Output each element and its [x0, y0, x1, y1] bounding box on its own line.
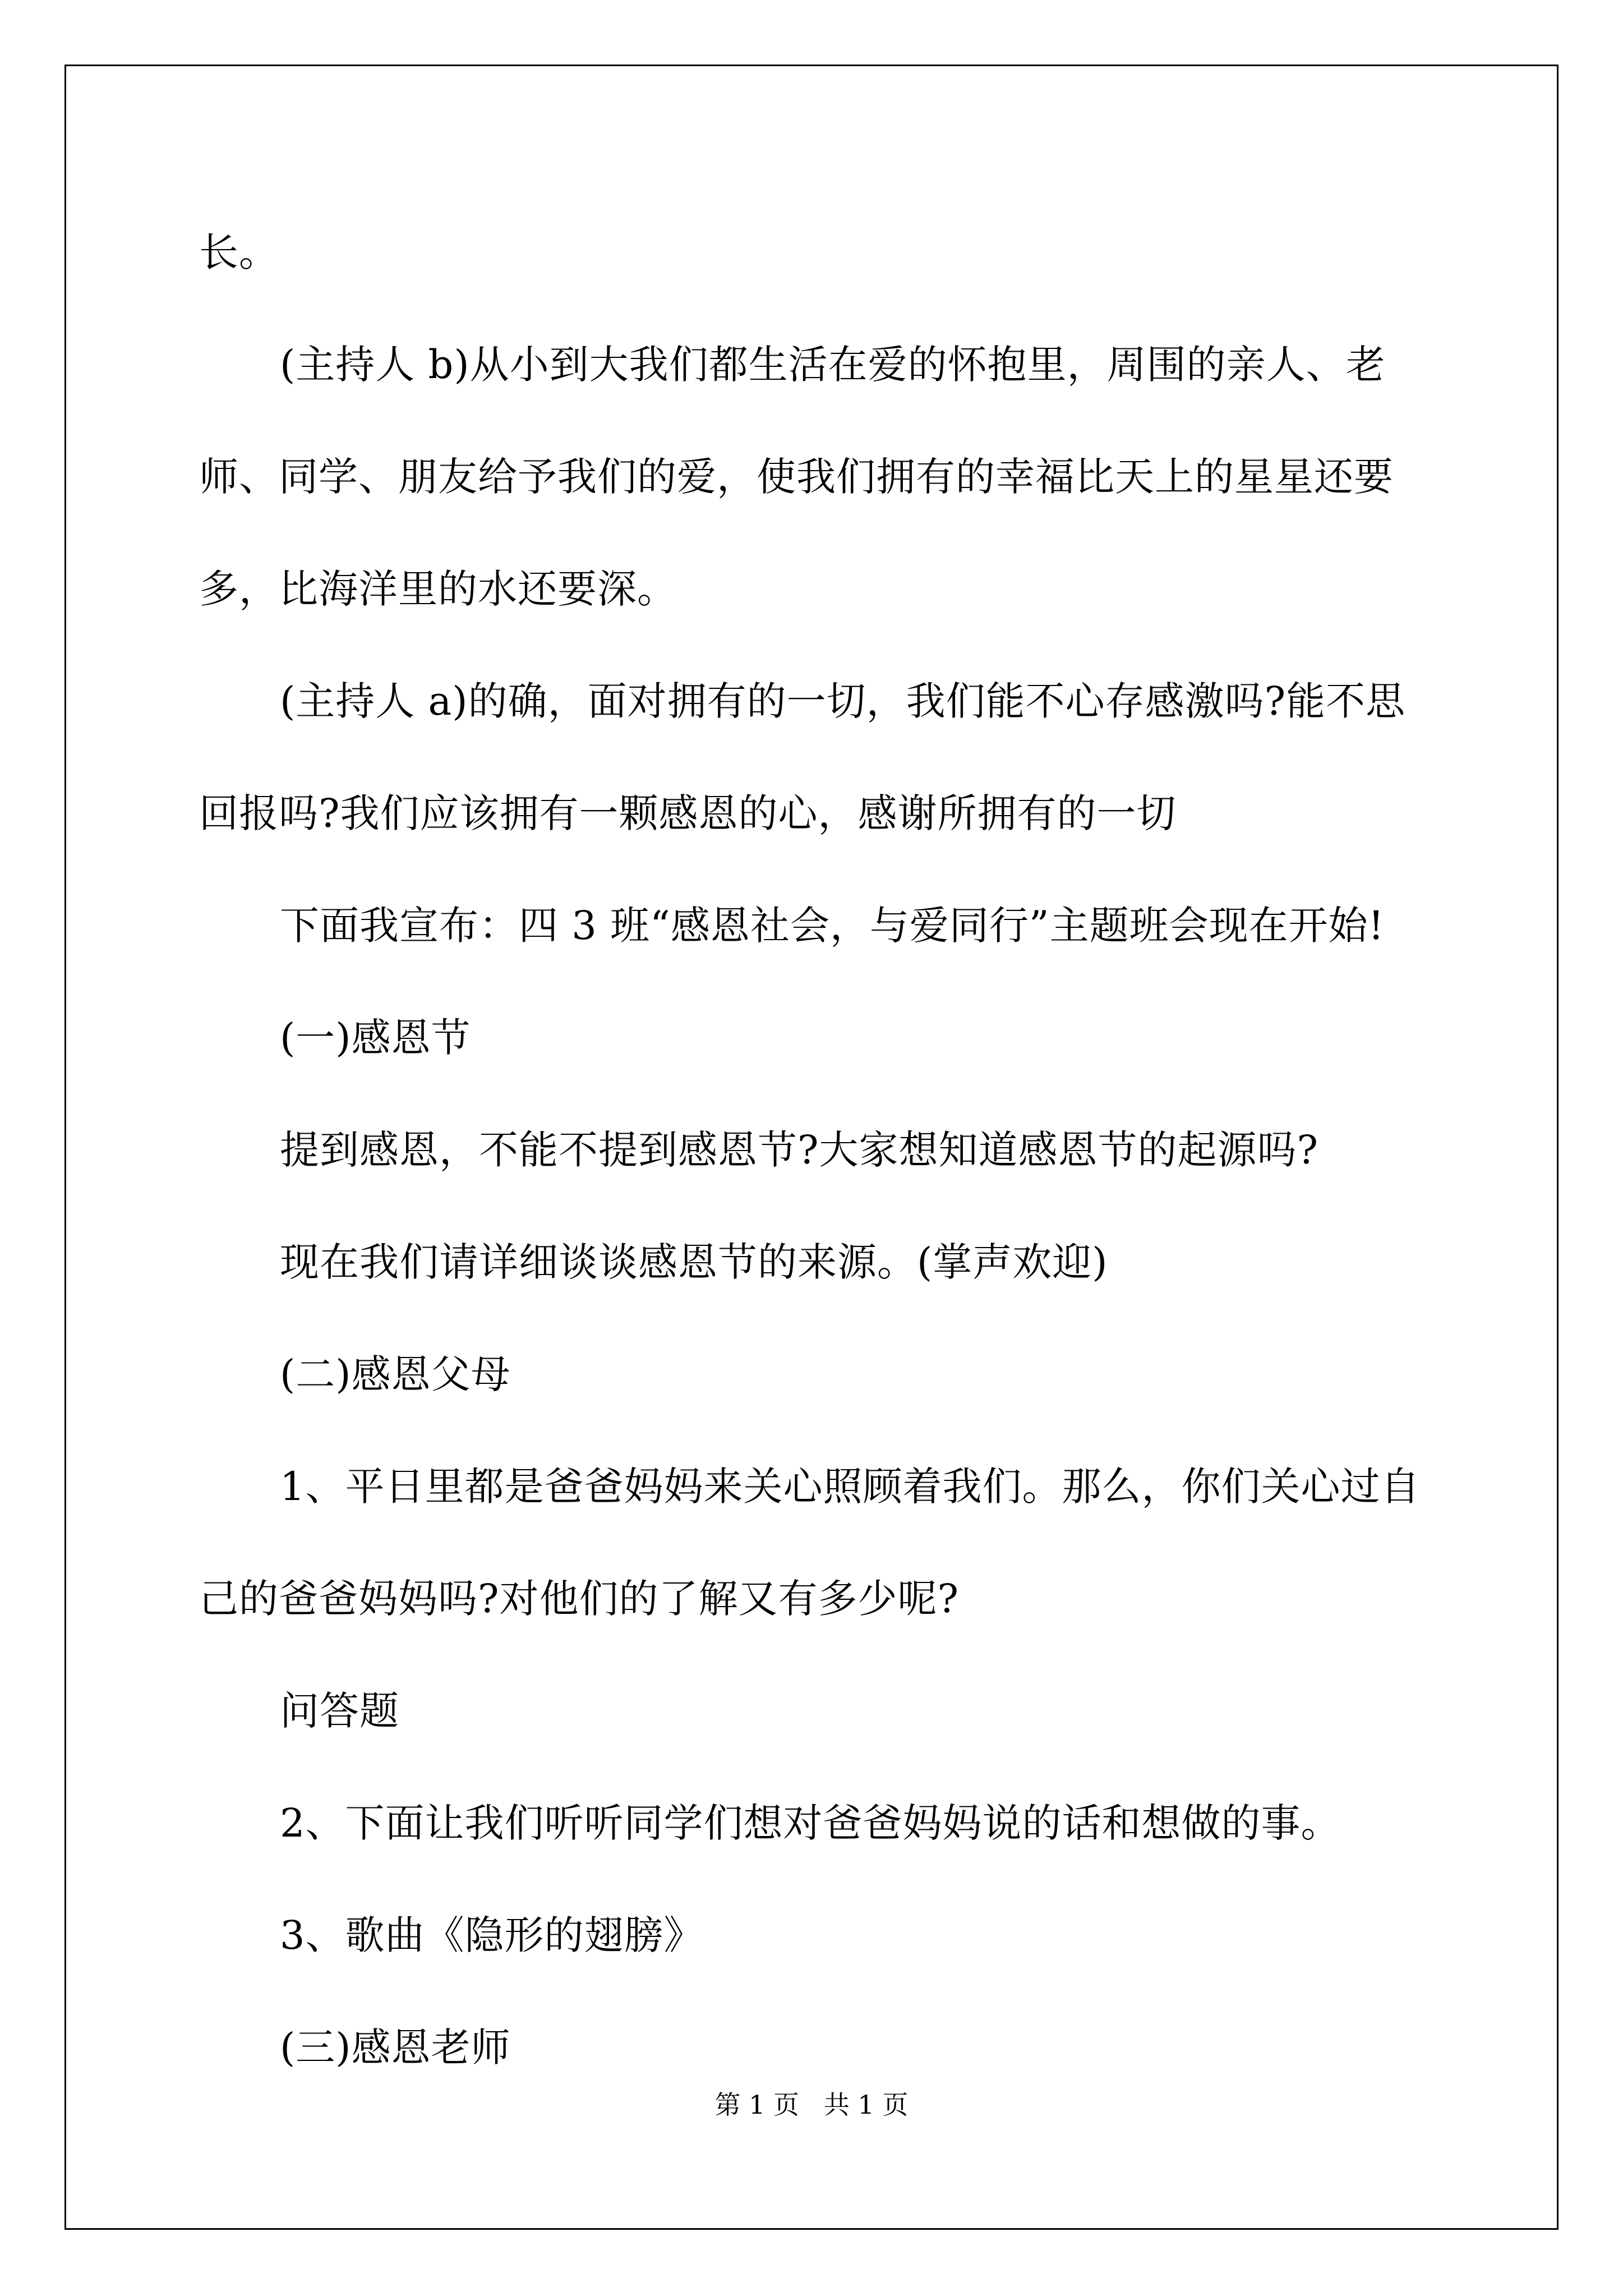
text-line: 回报吗?我们应该拥有一颗感恩的心，感谢所拥有的一切 — [199, 790, 1177, 836]
text-line: 现在我们请详细谈谈感恩节的来源。(掌声欢迎) — [280, 1239, 1108, 1285]
text-line: 长。 — [199, 229, 279, 275]
text-line: 问答题 — [280, 1688, 399, 1734]
text-line: 下面我宣布：四 3 班“感恩社会，与爱同行”主题班会现在开始! — [280, 903, 1385, 949]
section-heading: (三)感恩老师 — [280, 2024, 511, 2070]
section-heading: (二)感恩父母 — [280, 1351, 511, 1397]
text-line: (主持人 b)从小到大我们都生活在爱的怀抱里，周围的亲人、老 — [280, 342, 1386, 388]
text-line: 提到感恩，不能不提到感恩节?大家想知道感恩节的起源吗? — [280, 1127, 1319, 1173]
page-footer: 第 1 页 共 1 页 — [714, 2090, 909, 2120]
text-line: (主持人 a)的确，面对拥有的一切，我们能不心存感激吗?能不思 — [280, 678, 1406, 724]
text-line: 己的爸爸妈妈吗?对他们的了解又有多少呢? — [199, 1576, 960, 1622]
text-line: 多，比海洋里的水还要深。 — [199, 566, 677, 612]
text-line: 3、歌曲《隐形的翅膀》 — [280, 1912, 704, 1958]
text-line: 师、同学、朋友给予我们的爱，使我们拥有的幸福比天上的星星还要 — [199, 454, 1394, 500]
text-line: 2、下面让我们听听同学们想对爸爸妈妈说的话和想做的事。 — [280, 1800, 1341, 1846]
section-heading: (一)感恩节 — [280, 1015, 471, 1061]
text-line: 1、平日里都是爸爸妈妈来关心照顾着我们。那么，你们关心过自 — [280, 1464, 1421, 1510]
